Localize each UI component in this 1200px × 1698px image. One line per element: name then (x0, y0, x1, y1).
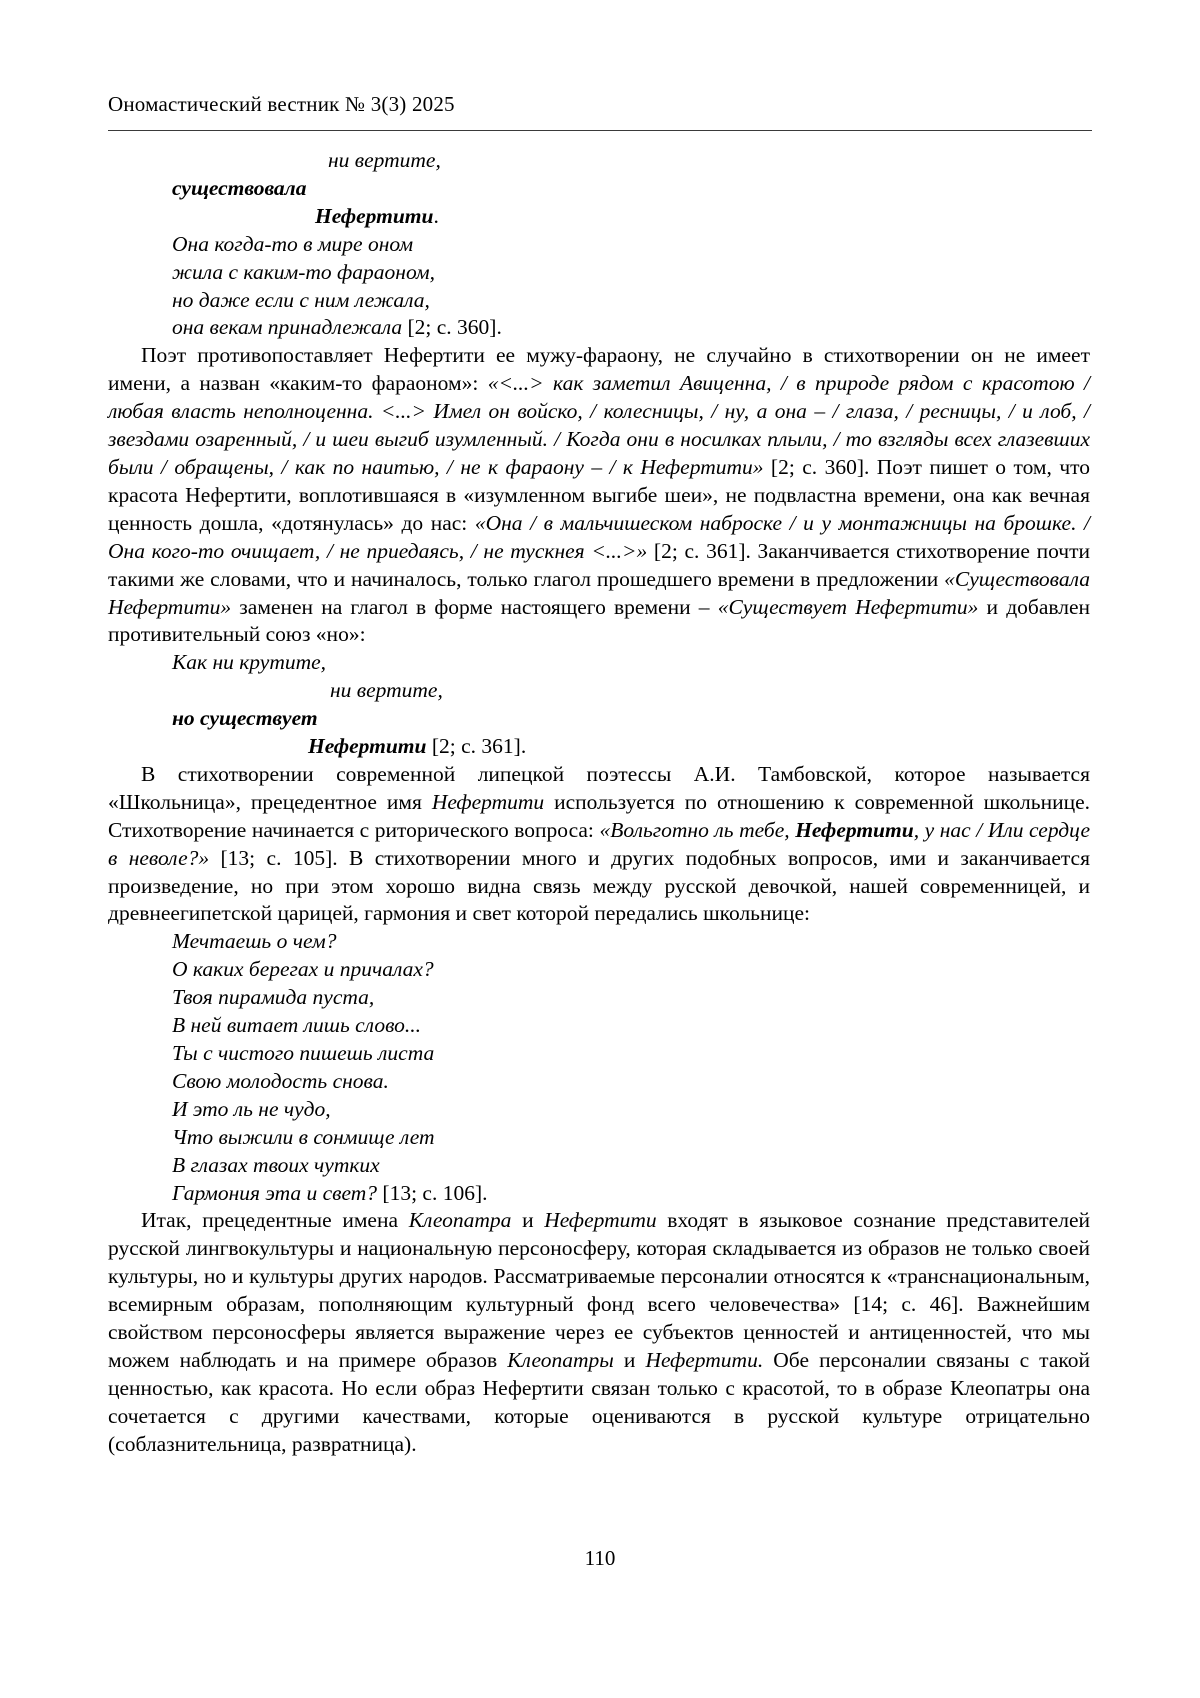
verse-line (172, 1124, 1090, 1152)
text-segment: Ты с чистого пишешь листа (172, 1041, 435, 1065)
text-segment: Нефертити (315, 203, 434, 228)
text-segment: заменен на глагол в форме настоящего времени – (231, 594, 718, 619)
text-segment: Твоя пирамида пуста, (172, 985, 375, 1010)
text-segment: Нефертити (308, 734, 427, 759)
paragraph (108, 342, 1090, 649)
running-head: Ономастический вестник № 3(3) 2025 (108, 92, 455, 116)
verse-line (172, 1012, 1090, 1040)
text-segment: Клеопатры (507, 1347, 614, 1372)
page-body (108, 147, 1090, 1459)
verse-line (172, 1180, 1090, 1208)
text-segment: [2; с. 360]. (402, 315, 502, 340)
verse-line (172, 1040, 1090, 1068)
paragraph (108, 761, 1090, 928)
text-segment: [2; с. 360]. Поэт пишет о том, что красота Нефертити, воплотившаяся в «изумленном выгибе шеи», не подвластна времени, она как вечная ценность дошла, «дотянулась» до нас: (108, 454, 1090, 535)
text-segment: она векам принадлежала (172, 315, 403, 340)
text-segment: Нефертити. (645, 1347, 764, 1372)
verse-line (172, 1096, 1090, 1124)
text-segment: , у нас / Или сердце в неволе?» (108, 817, 1091, 870)
text-segment: В ней витает лишь слово... (172, 1013, 421, 1038)
text-segment: Итак, прецедентные имена (141, 1208, 409, 1233)
text-segment: В стихотворении современной липецкой поэтессы А.И. Тамбовской, которое называется «Школьница», прецедентное имя (108, 761, 1090, 814)
text-segment: . (433, 203, 439, 228)
text-segment: [13; с. 105]. В стихотворении много и других подобных вопросов, ими и заканчивается произведение, но при этом хорошо видна связь между русской девочкой, нашей современницей, и древнеегипетской царицей, гармония и свет которой передались школьнице: (108, 845, 1090, 926)
text-segment: но существует (172, 706, 318, 731)
text-segment: Клеопатра (408, 1208, 512, 1233)
text-segment: Мечтаешь о чем? (172, 929, 337, 954)
text-segment: используется по отношению к современной школьнице. Стихотворение начинается с риторического вопроса: (108, 789, 1090, 842)
text-segment: и добавлен противительный союз «но»: (108, 594, 1091, 647)
text-segment: Нефертити (431, 789, 545, 814)
text-segment: Нефертити (544, 1208, 657, 1233)
verse-line (172, 1068, 1090, 1096)
verse-line (172, 287, 1090, 315)
text-segment: О каких берегах и причалах? (172, 957, 434, 982)
verse-line (172, 984, 1090, 1012)
text-segment: ни вертите, (330, 678, 443, 703)
header-rule (108, 130, 1092, 131)
paragraph (108, 1207, 1090, 1458)
text-segment: но даже если с ним лежала, (172, 287, 430, 312)
text-segment: существовала (172, 175, 307, 200)
verse-line (172, 649, 1090, 677)
text-segment: «<...> как заметил Авиценна, / в природе рядом с красотою / любая власть неполноценна. <...> Имел он войско, / колесницы, / ну, а она – / глаза, / ресницы, / и лоб, / звездами озаренный, / и шеи выгиб изумленный. / Когда они в носилках плыли, / то взгляды всех глазевших были / обращены, / как по наитью, / не к фараону – / к Нефертити» (108, 371, 1090, 479)
text-segment: Как ни крутите, (172, 650, 327, 675)
page-number: 110 (584, 1546, 616, 1570)
text-segment: входят в языковое сознание представителей русской лингвокультуры и национальную персоносферу, которая складывается из образов не только своей культуры, но и культуры других народов. Рассматриваемые персоналии относятся к «транснациональным, всемирным образам, пополняющим культурный фонд всего человечества» [14; с. 46]. Важнейшим свойством персоносферы является выражение через ее субъектов ценностей и антиценностей, что мы можем наблюдать и на примере образов (108, 1208, 1090, 1372)
verse-line (328, 147, 1090, 175)
verse-line (172, 928, 1090, 956)
text-segment: ни вертите, (328, 148, 441, 172)
text-segment: Нефертити (795, 817, 914, 842)
text-segment: [2; с. 361]. Заканчивается стихотворение почти такими же словами, что и начиналось, только глагол прошедшего времени в предложении (108, 538, 1091, 591)
text-segment: «Существует Нефертити» (717, 594, 979, 619)
verse-line (172, 231, 1090, 259)
verse-line (172, 956, 1090, 984)
text-segment: «Существовала Нефертити» (108, 566, 1090, 619)
text-segment: «Она / в мальчишеском наброске / и у монтажницы на брошке. / Она кого-то очищает, / не приедаясь, / не тускнея <...>» (108, 510, 1090, 563)
text-segment: В глазах твоих чутких (172, 1152, 380, 1177)
text-segment: Что выжили в сонмище лет (172, 1124, 435, 1149)
text-segment: И это ль не чудо, (172, 1096, 331, 1121)
text-segment: Она когда-то в мире оном (172, 231, 414, 256)
verse-line (172, 314, 1090, 342)
text-segment: «Вольготно ль тебе, (599, 817, 796, 842)
verse-line (172, 1152, 1090, 1180)
text-segment: Поэт противопоставляет Нефертити ее мужу-фараону, не случайно в стихотворении он не имеет имени, а назван «каким-то фараоном»: (108, 343, 1090, 396)
text-segment: Гармония эта и свет? (172, 1180, 378, 1205)
verse-line (172, 705, 1090, 733)
text-segment: жила с каким-то фараоном, (172, 259, 435, 284)
text-segment: и (613, 1347, 646, 1372)
verse-line (308, 733, 1090, 761)
verse-line (172, 259, 1090, 287)
verse-line (172, 175, 1090, 203)
verse-line (315, 203, 1090, 231)
text-segment: и (511, 1208, 545, 1233)
text-segment: [2; с. 361]. (426, 734, 527, 759)
verse-line (330, 677, 1090, 705)
text-segment: [13; с. 106]. (377, 1180, 488, 1205)
text-segment: Свою молодость снова. (172, 1068, 389, 1093)
text-segment: Обе персоналии связаны с такой ценностью, как красота. Но если образ Нефертити связан только с красотой, то в образе Клеопатры она сочетается с другими качествами, которые оцениваются в русской культуре отрицательно (соблазнительница, развратница). (108, 1347, 1090, 1456)
